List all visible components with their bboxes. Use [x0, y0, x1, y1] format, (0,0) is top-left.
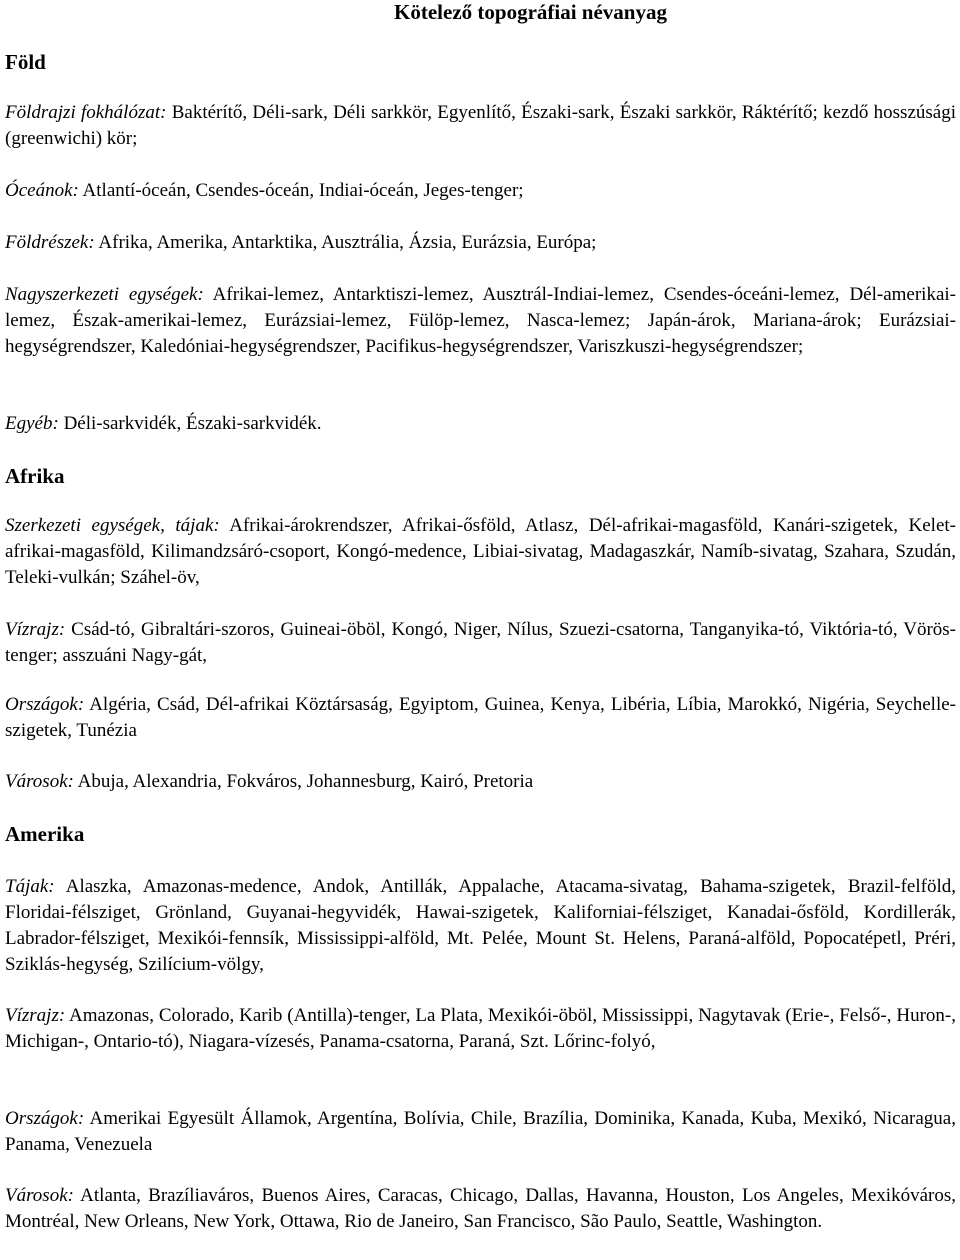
entry-text: Amazonas, Colorado, Karib (Antilla)-tenger, La Plata, Mexikói-öböl, Mississippi, Nagytavak (Erie-, Felső-, Huron-, Michigan-, Ontario-tó), Niagara-vízesés, Panama-csatorna, Paraná, Szt. Lőrinc-folyó,: [5, 1005, 956, 1052]
entry-orszagok-amerika: [5, 1106, 956, 1158]
entry-varosok-afrika: [5, 769, 956, 795]
entry-vizrajz-afrika: [5, 617, 956, 669]
entry-label: Tájak:: [5, 876, 55, 897]
entry-text: Atlantí-óceán, Csendes-óceán, Indiai-óceán, Jeges-tenger;: [78, 180, 524, 201]
entry-varosok-amerika: [5, 1183, 956, 1235]
entry-label: Nagyszerkezeti egységek:: [5, 284, 204, 305]
entry-fokhalozat: [5, 100, 956, 152]
entry-text: Afrikai-lemez, Antarktiszi-lemez, Ausztrál-Indiai-lemez, Csendes-óceáni-lemez, Dél-amerikai-lemez, Észak-amerikai-lemez, Eurázsiai-lemez, Fülöp-lemez, Nasca-lemez; Japán-árok, Mariana-árok; Eurázsiai-hegységrendszer, Kaledóniai-hegységrendszer, Pacifikus-hegységrendszer, Variszkuszi-hegységrendszer;: [5, 284, 957, 357]
entry-label: Földrészek:: [5, 232, 95, 253]
entry-foldreszek: [5, 230, 956, 256]
entry-label: Óceánok:: [5, 180, 79, 201]
entry-label: Vízrajz:: [5, 619, 66, 640]
entry-label: Szerkezeti egységek, tájak:: [5, 515, 220, 536]
entry-text: Afrikai-árokrendszer, Afrikai-ősföld, Atlasz, Dél-afrikai-magasföld, Kanári-szigetek, Kelet-afrikai-magasföld, Kilimandzsáró-csoport, Kongó-medence, Libiai-sivatag, Madagaszkár, Namíb-sivatag, Szahara, Szudán, Teleki-vulkán; Száhel-öv,: [5, 515, 956, 588]
entry-label: Városok:: [5, 771, 74, 792]
entry-label: Földrajzi fokhálózat:: [5, 102, 167, 123]
entry-oceanok: [5, 178, 956, 204]
section-heading-fold: Föld: [5, 50, 46, 74]
entry-label: Országok:: [5, 1108, 85, 1129]
entry-label: Vízrajz:: [5, 1005, 66, 1026]
entry-text: Algéria, Csád, Dél-afrikai Köztársaság, Egyiptom, Guinea, Kenya, Libéria, Líbia, Marokkó, Nigéria, Seychelle-szigetek, Tunézia: [5, 694, 956, 741]
entry-egyeb: [5, 411, 956, 437]
entry-nagyszerkezeti: [5, 282, 956, 360]
entry-text: Csád-tó, Gibraltári-szoros, Guineai-öböl, Kongó, Niger, Nílus, Szuezi-csatorna, Tanganyika-tó, Viktória-tó, Vörös-tenger; asszuáni Nagy-gát,: [5, 619, 956, 666]
entry-label: Egyéb:: [5, 413, 59, 434]
entry-text: Abuja, Alexandria, Fokváros, Johannesburg, Kairó, Pretoria: [73, 771, 534, 792]
entry-tajak: [5, 874, 956, 978]
entry-label: Városok:: [5, 1185, 74, 1206]
entry-text: Amerikai Egyesült Államok, Argentína, Bolívia, Chile, Brazília, Dominika, Kanada, Kuba, Mexikó, Nicaragua, Panama, Venezuela: [5, 1108, 956, 1155]
entry-text: Afrika, Amerika, Antarktika, Ausztrália, Ázsia, Eurázsia, Európa;: [94, 232, 597, 253]
document-title: Kötelező topográfiai névanyag: [394, 0, 667, 24]
entry-label: Országok:: [5, 694, 85, 715]
entry-text: Déli-sarkvidék, Északi-sarkvidék.: [58, 413, 322, 434]
section-heading-amerika: Amerika: [5, 822, 85, 846]
entry-szerkezeti: [5, 513, 956, 591]
entry-orszagok-afrika: [5, 692, 956, 744]
entry-text: Atlanta, Brazíliaváros, Buenos Aires, Caracas, Chicago, Dallas, Havanna, Houston, Los Angeles, Mexikóváros, Montréal, New Orleans, New York, Ottawa, Rio de Janeiro, San Francisco, São Paulo, Seattle, Washington.: [5, 1185, 956, 1232]
entry-text: Baktérítő, Déli-sark, Déli sarkkör, Egyenlítő, Északi-sark, Északi sarkkör, Ráktérítő; kezdő hosszúsági (greenwichi) kör;: [5, 102, 956, 149]
entry-vizrajz-amerika: [5, 1003, 956, 1055]
entry-text: Alaszka, Amazonas-medence, Andok, Antillák, Appalache, Atacama-sivatag, Bahama-szigetek, Brazil-felföld, Floridai-félsziget, Grönland, Guyanai-hegyvidék, Hawai-szigetek, Kaliforniai-félsziget, Kanadai-ősföld, Kordillerák, Labrador-félsziget, Mexikói-fennsík, Mississippi-alföld, Mt. Pelée, Mount St. Helens, Paraná-alföld, Popocatépetl, Préri, Sziklás-hegység, Szilícium-völgy,: [5, 876, 956, 975]
section-heading-afrika: Afrika: [5, 464, 65, 488]
